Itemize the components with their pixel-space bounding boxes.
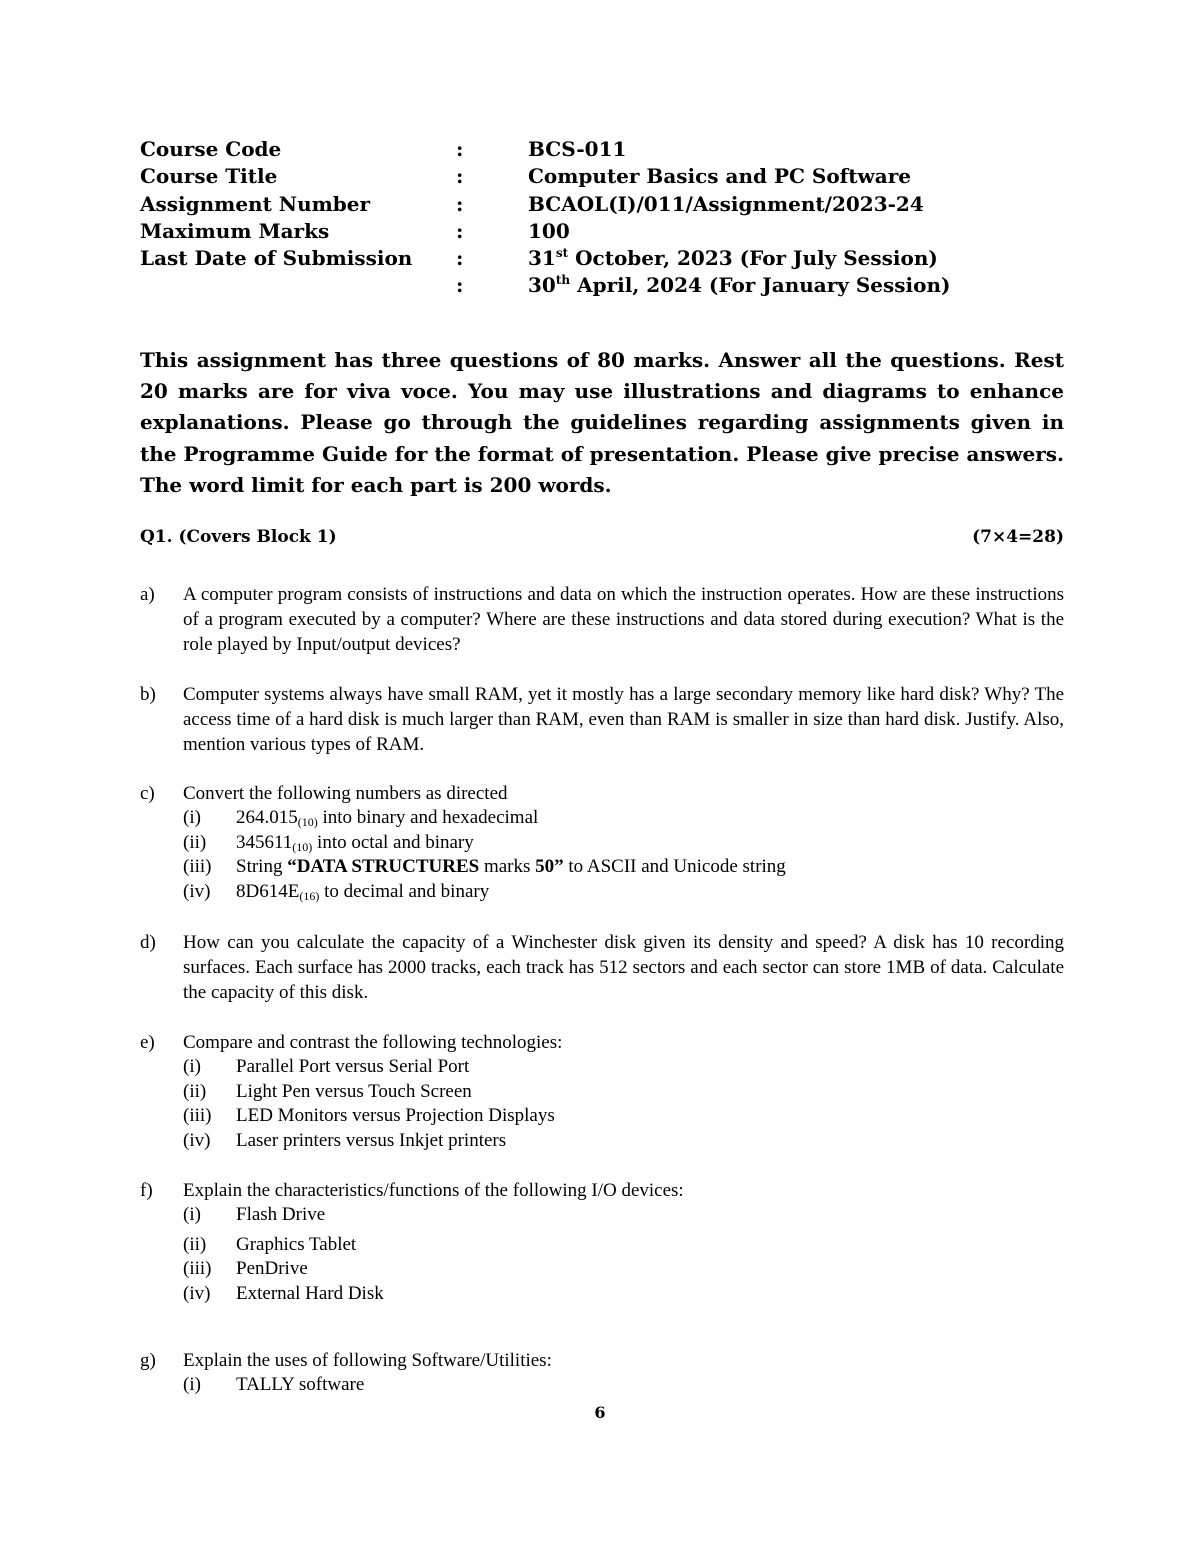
- question-item-g: [140, 1348, 1064, 1398]
- assignment-number-value: BCAOL(I)/011/Assignment/2023-24: [528, 191, 924, 216]
- item-text: A computer program consists of instructions and data on which the instruction operates. How are these instructions of a program executed by a computer? Where are these instructions and data stored during execution? What is the role played by Input/output devices?: [183, 584, 1064, 655]
- sub-item: (ii) Graphics Tablet: [183, 1233, 357, 1255]
- sub-item: (iv) External Hard Disk: [183, 1282, 384, 1304]
- question-item-c: [140, 781, 1064, 904]
- question-heading: [140, 524, 1064, 550]
- item-text: How can you calculate the capacity of a Winchester disk given its density and speed? A disk has 10 recording surfaces. Each surface has 2000 tracks, each track has 512 sectors and each sector can store 1MB of data. Calculate the capacity of this disk.: [183, 932, 1064, 1003]
- question-item-a: [140, 582, 1064, 657]
- colon: :: [456, 273, 464, 298]
- submission-date-january: 30th April, 2024 (For January Session): [528, 273, 951, 298]
- submission-date-label: Last Date of Submission: [140, 246, 413, 271]
- instructions-paragraph: This assignment has three questions of 80 marks. Answer all the questions. Rest 20 marks are for viva voce. You may use illustrations and diagrams to enhance explanations. Please go through the guidelines regarding assignments given in the Programme Guide for the format of presentation. Please give precise answers. The word limit for each part is 200 words.: [140, 348, 1064, 497]
- sub-item: (i) Flash Drive: [183, 1204, 326, 1225]
- course-title-label: Course Title: [140, 164, 278, 189]
- item-letter: b): [140, 684, 156, 705]
- question-item-b: [140, 682, 1064, 757]
- item-text: Explain the uses of following Software/Utilities:: [183, 1350, 552, 1371]
- item-text: Computer systems always have small RAM, yet it mostly has a large secondary memory like hard disk? Why? The access time of a hard disk is much larger than RAM, even than RAM is smaller in size than hard disk. Justify. Also, mention various types of RAM.: [183, 684, 1064, 755]
- item-letter: g): [140, 1350, 156, 1371]
- page-number: 6: [594, 1403, 606, 1422]
- course-code-label: Course Code: [140, 137, 282, 161]
- item-text: Explain the characteristics/functions of the following I/O devices:: [183, 1180, 684, 1201]
- sub-item: (ii) $345611_{(10)}$ into octal and binary: [183, 831, 474, 854]
- sub-item: (i) TALLY software: [183, 1374, 365, 1395]
- item-letter: d): [140, 932, 156, 953]
- sub-item: (iii) LED Monitors versus Projection Displays: [183, 1105, 555, 1127]
- question-item-f: [140, 1178, 1064, 1306]
- submission-date-july: 31st October, 2023 (For July Session): [528, 246, 938, 271]
- sub-item: (i) Parallel Port versus Serial Port: [183, 1056, 470, 1077]
- colon: :: [456, 218, 464, 243]
- maximum-marks-value: 100: [528, 218, 570, 243]
- question-item-d: [140, 930, 1064, 1005]
- item-text: Compare and contrast the following technologies:: [183, 1032, 563, 1053]
- colon: :: [456, 164, 464, 189]
- colon: :: [456, 246, 464, 271]
- question-marks: (7×4=28): [972, 527, 1064, 547]
- sub-item: (iv) $8D614E_{(16)}$ to decimal and binary: [183, 880, 490, 903]
- sub-item: (iii) String “DATA STRUCTURES marks 50” to ASCII and Unicode string: [183, 856, 786, 878]
- colon: :: [456, 137, 464, 161]
- course-title-value: Computer Basics and PC Software: [528, 164, 911, 189]
- colon: :: [456, 191, 464, 216]
- item-letter: a): [140, 584, 155, 605]
- sub-item: (iii) PenDrive: [183, 1258, 308, 1280]
- question-item-e: [140, 1030, 1064, 1153]
- item-letter: f): [140, 1180, 153, 1201]
- item-text: Convert the following numbers as directed: [183, 783, 508, 804]
- sub-item: (ii) Light Pen versus Touch Screen: [183, 1080, 472, 1102]
- maximum-marks-label: Maximum Marks: [140, 218, 330, 243]
- item-letter: c): [140, 783, 155, 804]
- assignment-number-label: Assignment Number: [140, 191, 371, 216]
- item-letter: e): [140, 1032, 155, 1053]
- question-title: Q1. (Covers Block 1): [140, 527, 337, 547]
- sub-item: (i) $264.015_{(10)}$ into binary and hexadecimal: [183, 807, 539, 829]
- sub-item: (iv) Laser printers versus Inkjet printers: [183, 1129, 507, 1151]
- course-code-value: BCS-011: [528, 137, 627, 161]
